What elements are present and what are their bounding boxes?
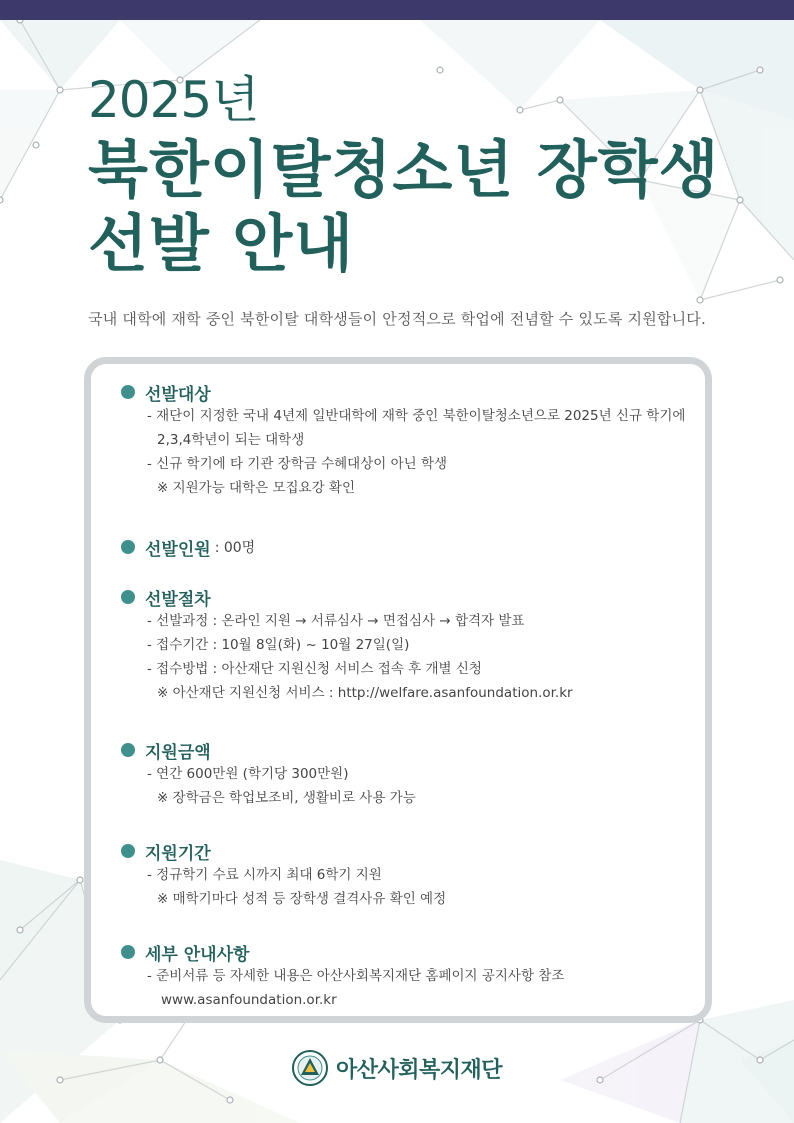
section-target [121, 380, 691, 500]
section-line: 2,3,4학년이 되는 대학생 [157, 432, 305, 448]
bullet-dot-icon [121, 540, 135, 554]
section-title: 지원금액 [145, 742, 211, 763]
section-line: - 정규학기 수료 시까지 최대 6학기 지원 [147, 867, 382, 883]
section-details [121, 940, 691, 1012]
section-period [121, 839, 691, 911]
section-title: 지원기간 [145, 843, 211, 864]
title-line-2: 선발 안내 [88, 207, 355, 280]
bullet-dot-icon [121, 590, 135, 604]
section-line: - 접수방법 : 아산재단 지원신청 서비스 접속 후 개별 신청 [147, 661, 482, 677]
info-card [84, 357, 712, 1023]
section-count [121, 535, 691, 559]
section-line: - 접수기간 : 10월 8일(화) ~ 10월 27일(일) [147, 637, 410, 653]
foundation-emblem-icon [292, 1050, 328, 1086]
top-banner-bar [0, 0, 794, 20]
bullet-dot-icon [121, 385, 135, 399]
section-line: ※ 장학금은 학업보조비, 생활비로 사용 가능 [157, 790, 416, 806]
bullet-dot-icon [121, 844, 135, 858]
foundation-name: 아산사회복지재단 [336, 1057, 503, 1083]
section-line: - 신규 학기에 타 기관 장학금 수혜대상이 아닌 학생 [147, 456, 448, 472]
section-line: - 재단이 지정한 국내 4년제 일반대학에 재학 중인 북한이탈청소년으로 2025년 신규 학기에 [147, 408, 686, 424]
apply-service-url[interactable]: ※ 아산재단 지원신청 서비스 : http://welfare.asanfoundation.or.kr [157, 685, 573, 701]
section-line: - 연간 600만원 (학기당 300만원) [147, 766, 349, 782]
section-title: 선발대상 [145, 384, 211, 405]
selection-count-value: : 00명 [214, 540, 256, 556]
section-line: - 선발과정 : 온라인 지원 → 서류심사 → 면접심사 → 합격자 발표 [147, 613, 525, 629]
title-year: 2025년 [88, 71, 259, 129]
section-title: 선발절차 [145, 589, 211, 610]
section-title: 선발인원 [145, 539, 211, 560]
section-procedure [121, 585, 691, 705]
bullet-dot-icon [121, 945, 135, 959]
homepage-url[interactable]: www.asanfoundation.or.kr [161, 992, 337, 1008]
section-title: 세부 안내사항 [145, 944, 250, 965]
bullet-dot-icon [121, 743, 135, 757]
footer-logo [292, 1050, 502, 1086]
subtitle: 국내 대학에 재학 중인 북한이탈 대학생들이 안정적으로 학업에 전념할 수 있도록 지원합니다. [88, 310, 706, 328]
section-amount [121, 738, 691, 810]
section-line: - 준비서류 등 자세한 내용은 아산사회복지재단 홈페이지 공지사항 참조 [147, 968, 565, 984]
section-line: ※ 지원가능 대학은 모집요강 확인 [157, 480, 356, 496]
section-line: ※ 매학기마다 성적 등 장학생 결격사유 확인 예정 [157, 891, 447, 907]
title-line-1: 북한이탈청소년 장학생 [88, 133, 720, 206]
